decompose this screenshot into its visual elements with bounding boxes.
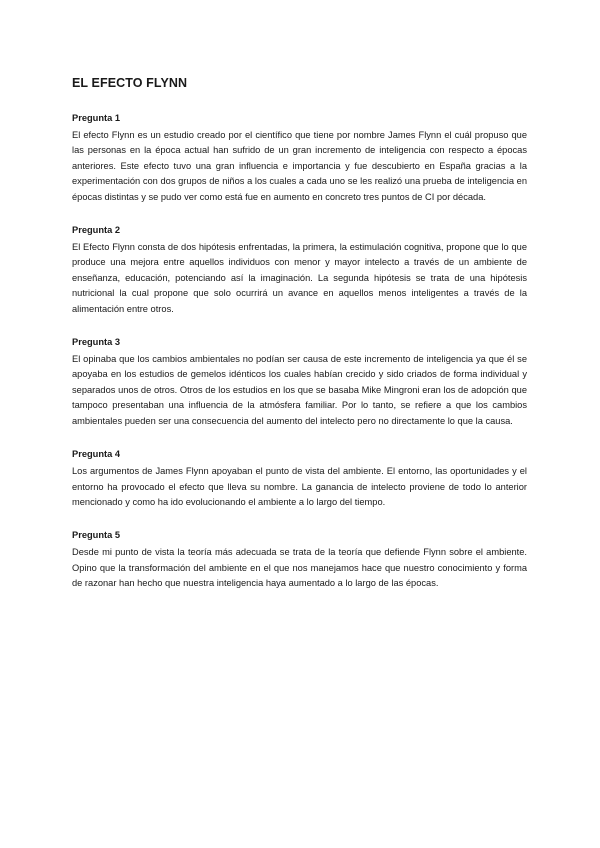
section-pregunta-5 <box>72 529 527 591</box>
section-body: El Efecto Flynn consta de dos hipótesis enfrentadas, la primera, la estimulación cognitiva, propone que lo que produce una mejora entre aquellos individuos con menor y mayor intelecto a través de un ambiente de enseñanza, educación, potenciando así la imaginación. La segunda hipótesis se trata de una hipótesis nutricional la cual propone que solo ocurrirá un avance en aquellos menos inteligentes a través de la alimentación entre otros. <box>72 242 527 314</box>
section-pregunta-3 <box>72 336 527 429</box>
section-body: Desde mi punto de vista la teoría más adecuada se trata de la teoría que defiende Flynn sobre el ambiente. Opino que la transformación del ambiente en el que nos manejamos hace que nuestro conocimiento y forma de razonar han hecho que nuestra inteligencia haya aumentado a lo largo de las épocas. <box>72 547 527 589</box>
section-heading: Pregunta 4 <box>72 449 121 460</box>
section-heading: Pregunta 2 <box>72 225 121 236</box>
document-title: EL EFECTO FLYNN <box>72 76 188 90</box>
section-body: Los argumentos de James Flynn apoyaban el punto de vista del ambiente. El entorno, las oportunidades y el entorno ha provocado el efecto que lleva su nombre. La ganancia de intelecto proviene de todo lo anterior mencionado y como ha ido evolucionando el ambiente a lo largo del tiempo. <box>72 466 527 507</box>
document-page <box>72 76 527 611</box>
section-pregunta-4 <box>72 448 527 510</box>
section-heading: Pregunta 1 <box>72 113 121 123</box>
section-body: El opinaba que los cambios ambientales no podían ser causa de este incremento de inteligencia ya que él se apoyaba en los estudios de gemelos idénticos los cuales habían crecido y sido criados de forma individual y separados unos de otros. Otros de los estudios en los que se basaba Mike Mingroni eran los de adopción que tampoco presentaban una influencia de la atmósfera familiar. Por lo tanto, se refiere a que los cambios ambientales pueden ser una consecuencia del aumento del intelecto pero no directamente lo que la causa. <box>72 354 527 426</box>
section-pregunta-2 <box>72 224 527 317</box>
section-heading: Pregunta 3 <box>72 337 121 348</box>
section-heading: Pregunta 5 <box>72 530 121 541</box>
section-body: El efecto Flynn es un estudio creado por el científico que tiene por nombre James Flynn el cuál propuso que las personas en la época actual han sufrido de un gran incremento de inteligencia con respecto a épocas anteriores. Este efecto tuvo una gran influencia e importancia y fue descubierto en España gracias a la experimentación con dos grupos de niños a los cuales a cada uno se les realizó una prueba de inteligencia en épocas distintas y se pudo ver como está fue en aumento en concreto tres puntos de CI por década. <box>72 130 527 202</box>
section-pregunta-1 <box>72 112 527 205</box>
